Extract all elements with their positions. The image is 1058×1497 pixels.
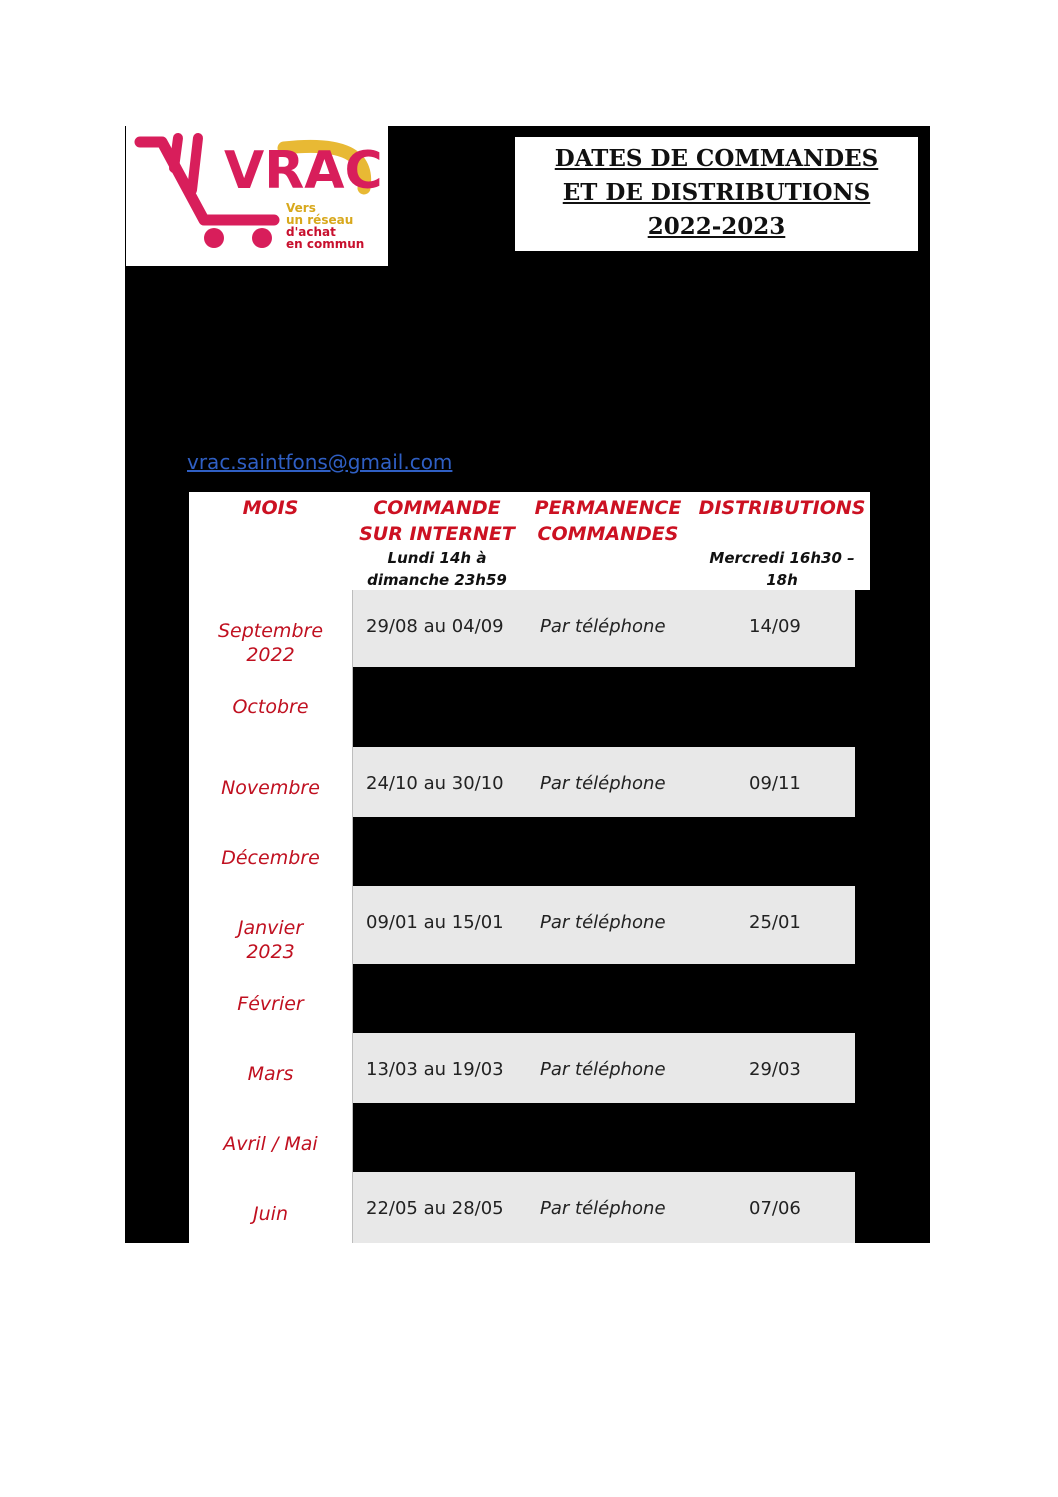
svg-text:Vers: Vers	[286, 201, 316, 215]
commande-dates: 24/10 au 30/10	[366, 773, 504, 794]
logo-word: VRAC	[224, 141, 383, 201]
month-label: Octobre	[232, 696, 309, 718]
month-label: Décembre	[221, 847, 320, 869]
header-distributions: DISTRIBUTIONS Mercredi 16h30 – 18h	[698, 497, 866, 589]
table-row	[353, 1033, 855, 1103]
page-title	[515, 137, 918, 251]
permanence-mode: Par téléphone	[540, 912, 666, 933]
commande-dates: 13/03 au 19/03	[366, 1059, 504, 1080]
commande-dates: 22/05 au 28/05	[366, 1198, 504, 1219]
permanence-mode: Par téléphone	[540, 1059, 666, 1080]
distribution-date: 09/11	[749, 773, 801, 794]
vrac-logo	[126, 126, 388, 266]
cart-wheel-right-icon	[252, 228, 272, 248]
month-label: Novembre	[221, 777, 320, 799]
month-label: Avril / Mai	[223, 1133, 318, 1155]
table-row	[353, 590, 855, 667]
table-row	[353, 747, 855, 817]
month-label: Juin	[253, 1203, 288, 1225]
title-line-1: DATES DE COMMANDES	[554, 145, 879, 172]
permanence-mode: Par téléphone	[540, 1198, 666, 1219]
shopping-cart-logo-icon	[134, 128, 384, 264]
title-line-2: ET DE DISTRIBUTIONS	[562, 179, 871, 206]
permanence-mode: Par téléphone	[540, 773, 666, 794]
title-line-3: 2022-2023	[647, 213, 786, 240]
commande-dates: 09/01 au 15/01	[366, 912, 504, 933]
header-commande: COMMANDE SUR INTERNET Lundi 14h à dimanche 23h59	[359, 497, 515, 589]
month-label: Janvier 2023	[237, 917, 304, 963]
email-link[interactable]: vrac.saintfons@gmail.com	[187, 450, 453, 474]
table-row	[353, 886, 855, 964]
header-permanence: PERMANENCE COMMANDES	[534, 497, 682, 545]
svg-text:d'achat: d'achat	[286, 225, 336, 239]
cart-wheel-left-icon	[204, 228, 224, 248]
month-label: Février	[237, 993, 304, 1015]
distribution-date: 29/03	[749, 1059, 801, 1080]
svg-text:en commun: en commun	[286, 237, 365, 251]
table-row	[353, 1172, 855, 1243]
month-label: Mars	[247, 1063, 294, 1085]
distribution-date: 25/01	[749, 912, 801, 933]
permanence-mode: Par téléphone	[540, 616, 666, 637]
distribution-date: 14/09	[749, 616, 801, 637]
distribution-date: 07/06	[749, 1198, 801, 1219]
month-label: Septembre 2022	[217, 620, 324, 666]
table-header	[189, 492, 870, 590]
header-mois: MOIS	[242, 497, 299, 519]
commande-dates: 29/08 au 04/09	[366, 616, 504, 637]
svg-text:un réseau: un réseau	[286, 213, 354, 227]
